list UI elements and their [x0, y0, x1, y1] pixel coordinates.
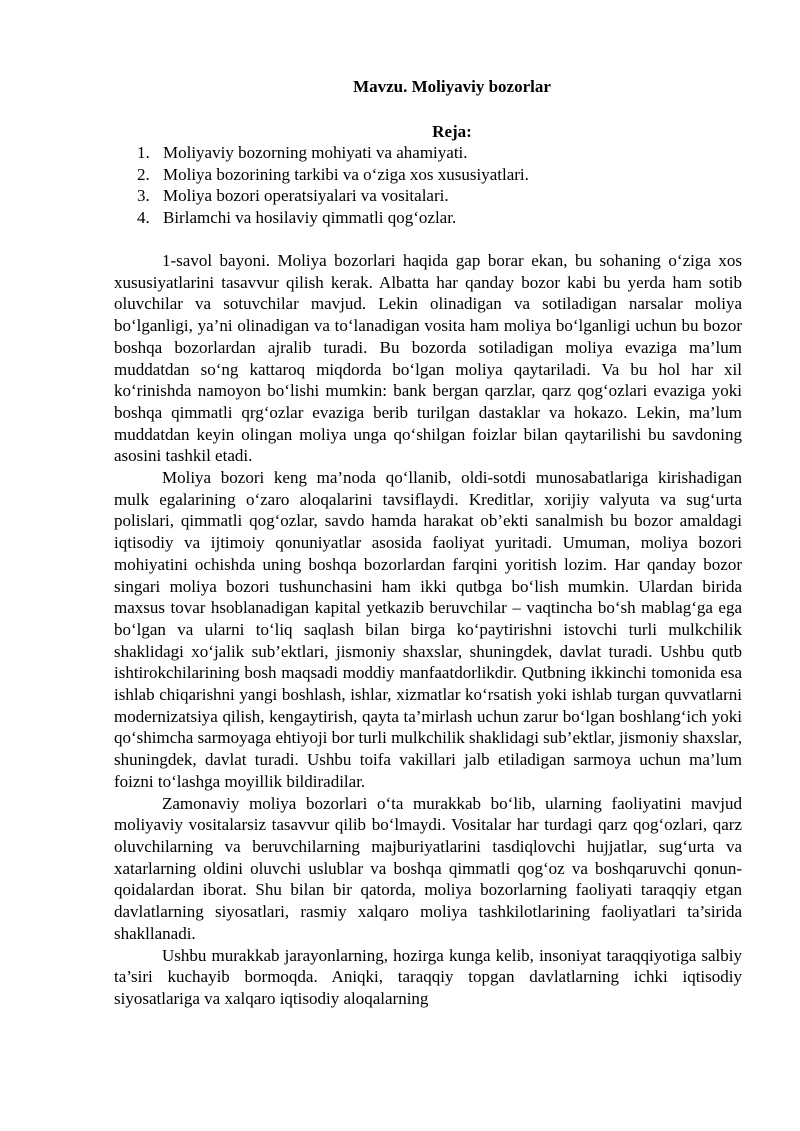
plan-item-text: Moliya bozori operatsiyalari va vositalari. — [163, 186, 449, 206]
body-text — [114, 250, 742, 1010]
page-title: Mavzu. Moliyaviy bozorlar — [353, 77, 551, 96]
plan-item-text: Moliya bozorining tarkibi va o‘ziga xos xususiyatlari. — [163, 164, 529, 184]
plan-item-number: 4. — [137, 208, 150, 228]
plan-item-text: Birlamchi va hosilaviy qimmatli qog‘ozlar. — [163, 208, 457, 228]
plan-item-number: 1. — [137, 143, 150, 162]
plan-heading: Reja: — [432, 122, 472, 141]
paragraph: Ushbu murakkab jarayonlarning, hozirga kunga kelib, insoniyat taraqqiyotiga salbiy ta’siri kuchayib bormoqda. Aniqki, taraqqiy topgan davlatlarning ichki iqtisodiy siyosatlariga va xalqaro iqtisodiy aloqalarning — [114, 945, 742, 1008]
plan-item-number: 2. — [137, 164, 150, 184]
plan-item-text: Moliyaviy bozorning mohiyati va ahamiyati. — [163, 143, 468, 162]
plan-item-number: 3. — [137, 186, 150, 206]
plan-item — [137, 207, 529, 229]
plan-item — [137, 185, 529, 207]
plan-item — [137, 164, 529, 186]
plan-list — [137, 142, 529, 229]
plan-item — [137, 142, 529, 164]
paragraph: Zamonaviy moliya bozorlari o‘ta murakkab bo‘lib, ularning faoliyatini mavjud moliyaviy vositalarsiz tasavvur qilib bo‘lmaydi. Vositalar har turdagi qarz qog‘ozlari, qarz oluvchilarning va beruvchilarning majburiyatlarini tasdiqlovchi hujjatlar, sug‘urta va xatarlarning oldini oluvchi uslublar va boshqa qimmatli qog‘oz va boshqaruvchi qonun-qoidalardan iborat. Shu bilan bir qatorda, moliya bozorlarning faoliyati taraqqiy etgan davlatlarning siyosatlari, rasmiy xalqaro moliya tashkilotlarining faoliyatlari ta’sirida shakllanadi. — [114, 793, 742, 943]
paragraph: Moliya bozori keng ma’noda qo‘llanib, oldi-sotdi munosabatlariga kirishadigan mulk egalarining o‘zaro aloqalarini tavsiflaydi. Kreditlar, xorijiy valyuta va sug‘urta polislari, qimmatli qog‘ozlar, savdo hamda harakat ob’ekti sanalmish bu bozor amaldagi iqtisodiy va ijtimoiy qonuniyatlar asosida faoliyat yuritadi. Umuman, moliya bozori mohiyatini ochishda uning boshqa bozorlardan farqini yoritish lozim. Har qanday bozor singari moliya bozori tushunchasini ham ikki qutbga bo‘lish mumkin. Ulardan birida maxsus tovar hsoblanadigan kapital yetkazib beruvchilar – vaqtincha bo‘sh mablag‘ga ega bo‘lgan va ularni to‘liq saqlash bilan birga ko‘paytirishni istovchi turli mulkchilik shaklidagi xo‘jalik sub’ektlari, jismoniy shaxslar, shuningdek, davlat turadi. Ushbu qutb ishtirokchilarining bosh maqsadi moddiy manfaatdorlikdir. Qutbning ikkinchi tomonida esa ishlab chiqarishni yangi boshlash, ishlar, xizmatlar ko‘rsatish yoki ishlab turgan quvvatlarni modernizatsiya qilish, kengaytirish, qayta ta’mirlash uchun zarur bo‘lgan boshlang‘ich yoki qo‘shimcha sarmoyaga ehtiyoji bor turli mulkchilik shaklidagi sub’ektlar, jismoniy shaxslar, shuningdek, davlat turadi. Ushbu toifa vakillari jalb etiladigan sarmoya uchun ma’lum foizni to‘lashga moyillik bildiradilar. — [114, 468, 742, 791]
paragraph: 1-savol bayoni. Moliya bozorlari haqida gap borar ekan, bu sohaning o‘ziga xos xususiyatlarini tasavvur qilish kerak. Albatta har qanday bozor kabi bu yerda ham sotib oluvchilar va sotuvchilar mavjud. Lekin olinadigan va sotiladigan narsalar moliya bo‘lganligi, ya’ni olinadigan va to‘lanadigan vosita ham moliya bo‘lganligi uchun bu bozor boshqa bozorlardan ajralib turadi. Bu bozorda sotiladigan moliya evaziga ma’lum muddatdan so‘ng kattaroq miqdorda bo‘lgan moliya qaytariladi. Va bu hol har xil ko‘rinishda namoyon bo‘lishi mumkin: bank bergan qarzlar, qarz qog‘ozlari evaziga yoki boshqa qimmatli qrg‘ozlar evaziga berib turilgan dastaklar va hokazo. Lekin, ma’lum muddatdan keyin olingan moliya unga qo‘shilgan foizlar bilan qaytarilishi bu savdoning asosini tashkil etadi. — [114, 251, 742, 466]
